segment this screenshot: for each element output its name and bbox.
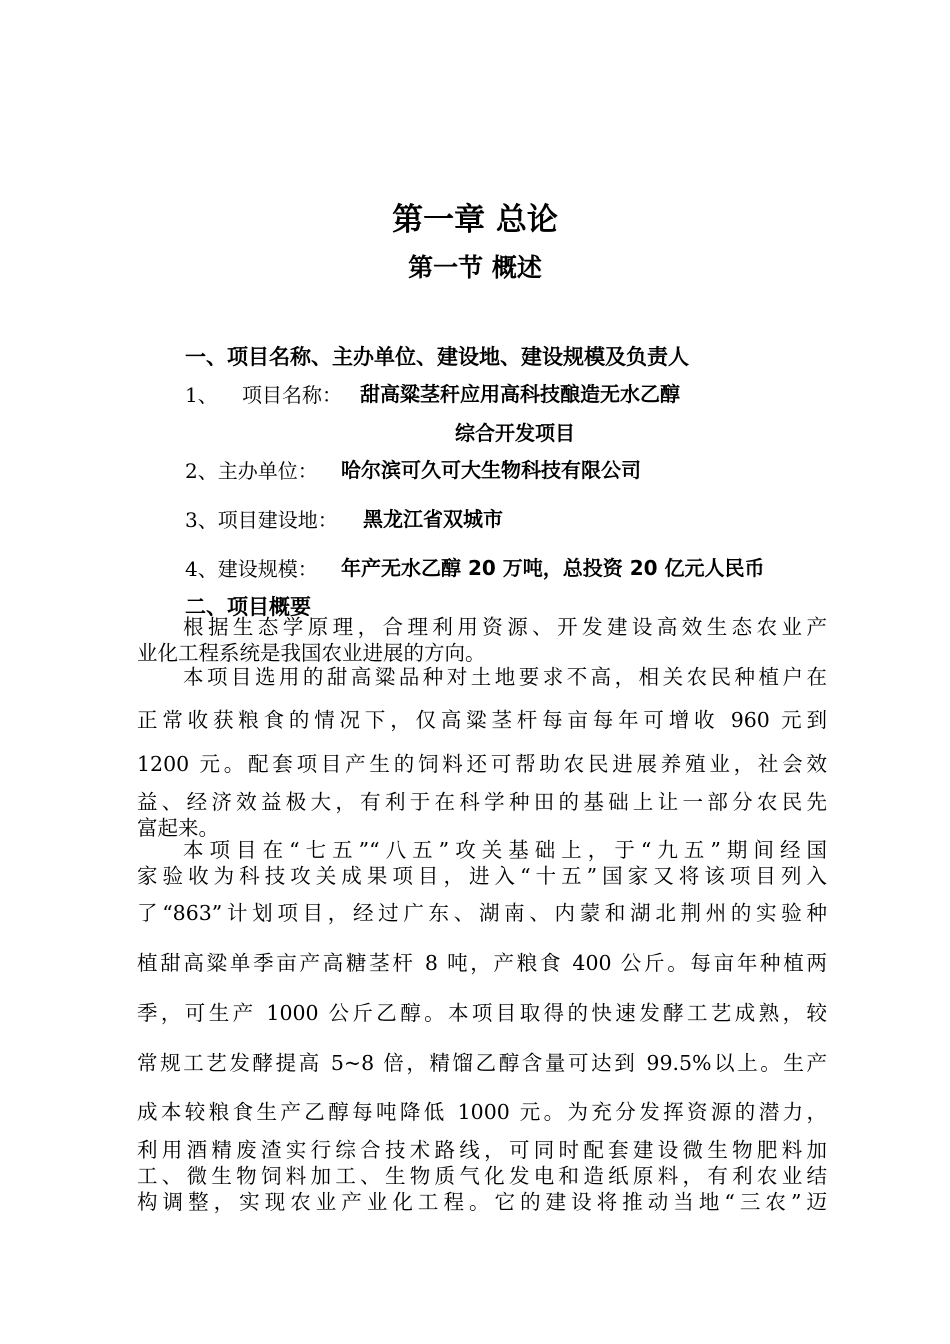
paragraph-3-cont: [137, 950, 827, 976]
item-4-label: 4、建设规模：: [185, 557, 318, 581]
paragraph-line: 构调整，实现农业产业化工程。它的建设将推动当地“三农”迈: [137, 1190, 827, 1214]
paragraph-line: 植甜高粱单季亩产高糖茎杆 8 吨，产粮食 400 公斤。每亩年种植两: [137, 951, 827, 975]
item-4-value: 年产无水乙醇 20 万吨，总投资 20 亿元人民币: [341, 556, 765, 580]
paragraph-3: [137, 837, 827, 889]
item-2-value: 哈尔滨可久可大生物科技有限公司: [341, 458, 641, 482]
item-1-value-line2: 综合开发项目: [455, 421, 575, 445]
paragraph-3-cont: [137, 1137, 827, 1215]
paragraph-1: [137, 614, 827, 666]
paragraph-line: 常规工艺发酵提高 5~8 倍，精馏乙醇含量可达到 99.5%以上。生产: [137, 1051, 827, 1075]
paragraph-line: 成本较粮食生产乙醇每吨降低 1000 元。为充分发挥资源的潜力，: [137, 1100, 827, 1124]
paragraph-line: 季，可生产 1000 公斤乙醇。本项目取得的快速发酵工艺成熟，较: [137, 1001, 827, 1025]
item-3-label: 3、项目建设地：: [185, 508, 338, 532]
paragraph-line: 1200 元。配套项目产生的饲料还可帮助农民进展养殖业，社会效: [137, 752, 827, 776]
paragraph-3-cont: [137, 1099, 827, 1125]
paragraph-3-cont: [137, 900, 827, 926]
paragraph-line: 正常收获粮食的情况下，仅高粱茎杆每亩每年可增收 960 元到: [137, 708, 827, 732]
chapter-title: 第一章 总论: [392, 202, 558, 238]
paragraph-2-cont: [137, 707, 827, 733]
item-2-label: 2、主办单位：: [185, 459, 318, 483]
paragraph-3-cont: [137, 1050, 827, 1076]
paragraph-2: [137, 664, 827, 690]
paragraph-line: 本项目选用的甜高粱品种对土地要求不高，相关农民种植户在: [183, 665, 827, 689]
paragraph-2-cont: [137, 751, 827, 777]
paragraph-3-cont: [137, 1000, 827, 1026]
paragraph-line: 根据生态学原理，合理利用资源、开发建设高效生态农业产: [183, 615, 827, 639]
heading-project-info: 一、项目名称、主办单位、建设地、建设规模及负责人: [185, 345, 689, 369]
paragraph-line: 了“863”计划项目，经过广东、湖南、内蒙和湖北荆州的实验种: [137, 901, 827, 925]
paragraph-line: 本项目在“七五”“八五”攻关基础上，于“九五”期间经国: [183, 838, 827, 862]
paragraph-line: 业化工程系统是我国农业进展的方向。: [137, 641, 486, 665]
paragraph-line: 家验收为科技攻关成果项目，进入“十五”国家又将该项目列入: [137, 864, 827, 888]
item-1-number: 1、: [185, 383, 218, 407]
item-1-label: 项目名称：: [242, 383, 342, 407]
paragraph-line: 工、微生物饲料加工、生物质气化发电和造纸原料，有利农业结: [137, 1164, 827, 1188]
item-1-value-line1: 甜高粱茎秆应用高科技酿造无水乙醇: [360, 382, 680, 406]
paragraph-line: 利用酒精废渣实行综合技术路线，可同时配套建设微生物肥料加: [137, 1138, 827, 1162]
paragraph-line: 益、经济效益极大，有利于在科学种田的基础上让一部分农民先: [137, 790, 827, 814]
paragraph-line: 富起来。: [137, 816, 219, 840]
heading-project-summary: 二、项目概要: [185, 595, 311, 619]
section-title: 第一节 概述: [408, 253, 542, 282]
paragraph-2-cont: [137, 789, 827, 841]
item-3-value: 黑龙江省双城市: [363, 507, 503, 531]
